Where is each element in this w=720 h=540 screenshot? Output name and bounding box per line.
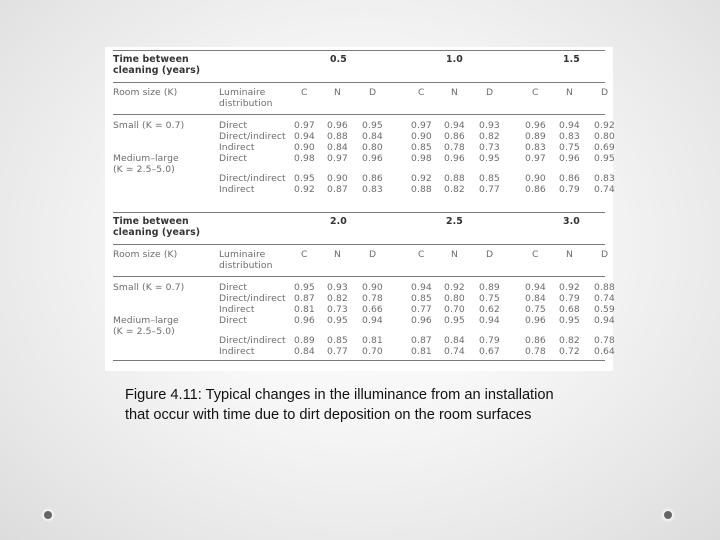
table-cell: 0.72	[559, 346, 580, 357]
column-letter: N	[451, 87, 458, 98]
caption-line-2: that occur with time due to dirt deposition on the room surfaces	[125, 407, 532, 423]
distribution-label: Direct/indirect	[219, 293, 286, 304]
table-cell: 0.96	[327, 120, 348, 131]
column-letter: C	[301, 87, 308, 98]
luminaire-header-line2: distribution	[219, 260, 273, 271]
table-cell: 0.84	[362, 131, 383, 142]
header-rule	[113, 244, 605, 245]
table-block-1	[109, 47, 615, 209]
table-cell: 0.77	[479, 184, 500, 195]
table-cell: 0.78	[594, 335, 615, 346]
distribution-label: Direct	[219, 282, 248, 293]
table-cell: 0.94	[294, 131, 315, 142]
table-cell: 0.75	[559, 142, 580, 153]
time-header-line1: Time between	[113, 216, 189, 227]
table-cell: 0.90	[294, 142, 315, 153]
table-cell: 0.70	[362, 346, 383, 357]
table-cell: 0.98	[294, 153, 315, 164]
decorative-dot-left	[44, 511, 52, 519]
table-cell: 0.88	[411, 184, 432, 195]
table-cell: 0.96	[525, 120, 546, 131]
table-cell: 0.75	[525, 304, 546, 315]
column-letter: C	[418, 249, 425, 260]
distribution-label: Indirect	[219, 346, 255, 357]
table-cell: 0.94	[594, 315, 615, 326]
table-cell: 0.90	[327, 173, 348, 184]
room-small-label: Small (K = 0.7)	[113, 120, 185, 131]
column-letter: N	[566, 87, 573, 98]
luminaire-header-line1: Luminaire	[219, 87, 266, 98]
column-letter: N	[334, 249, 341, 260]
column-letter: C	[418, 87, 425, 98]
table-cell: 0.80	[444, 293, 465, 304]
table-cell: 0.97	[327, 153, 348, 164]
table-cell: 0.94	[411, 282, 432, 293]
column-letter: N	[566, 249, 573, 260]
table-cell: 0.87	[411, 335, 432, 346]
table-cell: 0.83	[525, 142, 546, 153]
table-cell: 0.98	[411, 153, 432, 164]
table-cell: 0.95	[294, 173, 315, 184]
room-medium-label-line1: Medium–large	[113, 315, 179, 326]
room-medium-label-line2: (K = 2.5–5.0)	[113, 164, 175, 175]
column-letter: C	[532, 249, 539, 260]
table-cell: 0.64	[594, 346, 615, 357]
table-cell: 0.89	[525, 131, 546, 142]
table-cell: 0.97	[411, 120, 432, 131]
table-cell: 0.80	[594, 131, 615, 142]
table-cell: 0.84	[294, 346, 315, 357]
table-cell: 0.85	[327, 335, 348, 346]
distribution-label: Direct	[219, 153, 248, 164]
table-cell: 0.97	[525, 153, 546, 164]
table-cell: 0.93	[327, 282, 348, 293]
decorative-dot-right	[664, 511, 672, 519]
table-cell: 0.85	[411, 142, 432, 153]
table-cell: 0.83	[594, 173, 615, 184]
table-cell: 0.82	[559, 335, 580, 346]
table-cell: 0.94	[479, 315, 500, 326]
top-rule	[113, 212, 605, 213]
table-cell: 0.78	[525, 346, 546, 357]
table-cell: 0.95	[479, 153, 500, 164]
table-cell: 0.95	[327, 315, 348, 326]
table-cell: 0.94	[525, 282, 546, 293]
time-header-line2: cleaning (years)	[113, 65, 201, 76]
column-letter: N	[334, 87, 341, 98]
column-letter: C	[301, 249, 308, 260]
distribution-label: Indirect	[219, 184, 255, 195]
table-cell: 0.59	[594, 304, 615, 315]
table-cell: 0.79	[559, 293, 580, 304]
column-letter: D	[601, 87, 609, 98]
top-rule	[113, 50, 605, 51]
table-cell: 0.94	[444, 120, 465, 131]
table-cell: 0.90	[411, 131, 432, 142]
distribution-label: Direct	[219, 120, 248, 131]
table-cell: 0.89	[294, 335, 315, 346]
luminaire-header-line2: distribution	[219, 98, 273, 109]
table-cell: 0.84	[444, 335, 465, 346]
period-header: 1.0	[446, 54, 463, 65]
table-cell: 0.94	[559, 120, 580, 131]
distribution-label: Direct/indirect	[219, 173, 286, 184]
table-cell: 0.70	[444, 304, 465, 315]
period-header: 3.0	[563, 216, 580, 227]
table-cell: 0.82	[479, 131, 500, 142]
illuminance-table	[105, 47, 613, 371]
table-cell: 0.86	[525, 335, 546, 346]
table-cell: 0.81	[294, 304, 315, 315]
table-cell: 0.78	[362, 293, 383, 304]
table-cell: 0.69	[594, 142, 615, 153]
table-cell: 0.77	[327, 346, 348, 357]
table-cell: 0.93	[479, 120, 500, 131]
table-cell: 0.88	[327, 131, 348, 142]
room-medium-label-line2: (K = 2.5–5.0)	[113, 326, 175, 337]
column-letter: N	[451, 249, 458, 260]
table-cell: 0.74	[594, 184, 615, 195]
figure-caption	[125, 385, 645, 425]
table-cell: 0.85	[479, 173, 500, 184]
table-cell: 0.77	[411, 304, 432, 315]
column-letter: D	[486, 249, 494, 260]
distribution-label: Direct	[219, 315, 248, 326]
column-letter: C	[532, 87, 539, 98]
period-header: 2.5	[446, 216, 463, 227]
table-cell: 0.90	[362, 282, 383, 293]
table-cell: 0.87	[294, 293, 315, 304]
table-cell: 0.86	[444, 131, 465, 142]
table-cell: 0.95	[362, 120, 383, 131]
subheader-rule	[113, 114, 605, 115]
room-medium-label-line1: Medium–large	[113, 153, 179, 164]
table-cell: 0.89	[479, 282, 500, 293]
period-header: 0.5	[330, 54, 347, 65]
table-cell: 0.78	[444, 142, 465, 153]
table-cell: 0.74	[594, 293, 615, 304]
table-cell: 0.86	[559, 173, 580, 184]
table-cell: 0.92	[444, 282, 465, 293]
table-cell: 0.80	[362, 142, 383, 153]
table-cell: 0.88	[444, 173, 465, 184]
table-cell: 0.95	[594, 153, 615, 164]
table-cell: 0.82	[444, 184, 465, 195]
table-cell: 0.81	[362, 335, 383, 346]
table-cell: 0.67	[479, 346, 500, 357]
period-header: 2.0	[330, 216, 347, 227]
caption-line-1: Figure 4.11: Typical changes in the illuminance from an installation	[125, 387, 554, 403]
table-cell: 0.83	[559, 131, 580, 142]
table-cell: 0.88	[594, 282, 615, 293]
table-cell: 0.96	[411, 315, 432, 326]
table-cell: 0.96	[294, 315, 315, 326]
header-rule	[113, 82, 605, 83]
distribution-label: Direct/indirect	[219, 335, 286, 346]
table-cell: 0.97	[294, 120, 315, 131]
subheader-rule	[113, 276, 605, 277]
table-block-2	[109, 209, 615, 371]
table-cell: 0.92	[559, 282, 580, 293]
time-header-line1: Time between	[113, 54, 189, 65]
table-cell: 0.92	[294, 184, 315, 195]
table-cell: 0.79	[559, 184, 580, 195]
table-cell: 0.96	[362, 153, 383, 164]
table-cell: 0.95	[294, 282, 315, 293]
table-cell: 0.96	[525, 315, 546, 326]
table-cell: 0.62	[479, 304, 500, 315]
table-cell: 0.95	[559, 315, 580, 326]
distribution-label: Indirect	[219, 304, 255, 315]
room-size-header: Room size (K)	[113, 87, 178, 98]
distribution-label: Direct/indirect	[219, 131, 286, 142]
table-cell: 0.66	[362, 304, 383, 315]
table-cell: 0.84	[327, 142, 348, 153]
table-cell: 0.92	[594, 120, 615, 131]
column-letter: D	[369, 87, 377, 98]
column-letter: D	[486, 87, 494, 98]
bottom-rule	[113, 360, 605, 361]
table-cell: 0.81	[411, 346, 432, 357]
room-size-header: Room size (K)	[113, 249, 178, 260]
table-cell: 0.96	[559, 153, 580, 164]
distribution-label: Indirect	[219, 142, 255, 153]
column-letter: D	[369, 249, 377, 260]
table-cell: 0.73	[327, 304, 348, 315]
table-cell: 0.85	[411, 293, 432, 304]
table-cell: 0.86	[362, 173, 383, 184]
room-small-label: Small (K = 0.7)	[113, 282, 185, 293]
table-cell: 0.74	[444, 346, 465, 357]
table-cell: 0.86	[525, 184, 546, 195]
table-cell: 0.73	[479, 142, 500, 153]
table-cell: 0.94	[362, 315, 383, 326]
time-header-line2: cleaning (years)	[113, 227, 201, 238]
table-cell: 0.75	[479, 293, 500, 304]
table-cell: 0.68	[559, 304, 580, 315]
table-cell: 0.84	[525, 293, 546, 304]
column-letter: D	[601, 249, 609, 260]
table-cell: 0.79	[479, 335, 500, 346]
table-cell: 0.82	[327, 293, 348, 304]
table-cell: 0.96	[444, 153, 465, 164]
table-cell: 0.92	[411, 173, 432, 184]
table-cell: 0.83	[362, 184, 383, 195]
luminaire-header-line1: Luminaire	[219, 249, 266, 260]
table-cell: 0.95	[444, 315, 465, 326]
table-cell: 0.90	[525, 173, 546, 184]
table-cell: 0.87	[327, 184, 348, 195]
period-header: 1.5	[563, 54, 580, 65]
